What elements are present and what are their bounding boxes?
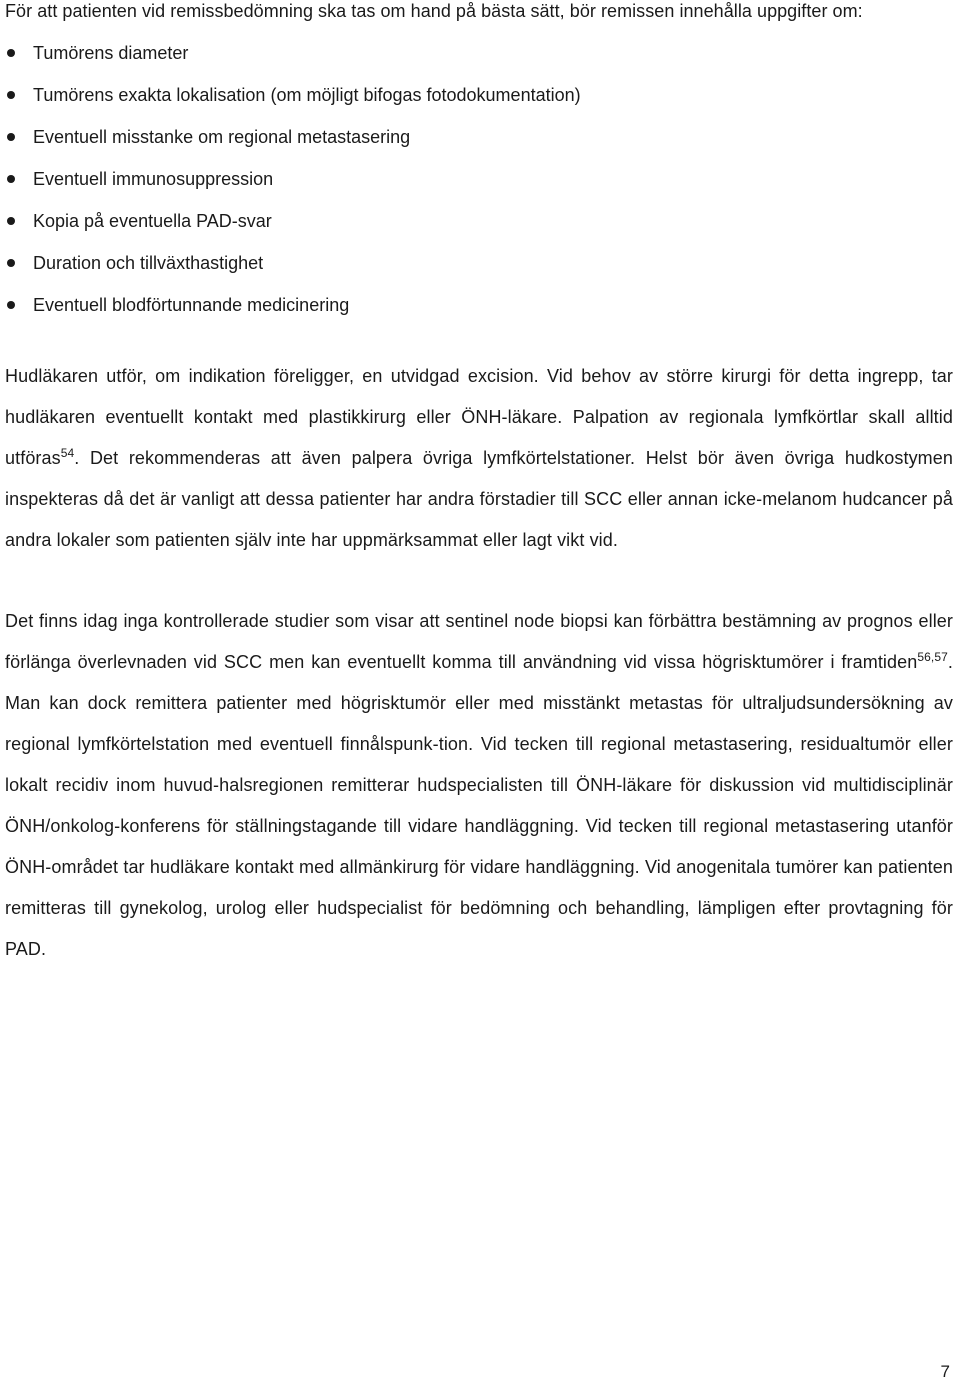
list-item (5, 284, 953, 326)
list-item-text: Eventuell blodförtunnande medicinering (33, 295, 350, 315)
page-number: 7 (940, 1362, 950, 1381)
referral-requirements-list (5, 32, 953, 326)
list-item-text: Tumörens exakta lokalisation (om möjligt bifogas fotodokumentation) (33, 85, 581, 105)
document-page (5, 0, 953, 970)
paragraph-sentinel-node (5, 601, 953, 970)
bullet-icon (7, 217, 15, 225)
list-item (5, 200, 953, 242)
list-item-text: Kopia på eventuella PAD-svar (33, 211, 272, 231)
bullet-icon (7, 49, 15, 57)
bullet-icon (7, 175, 15, 183)
bullet-icon (7, 91, 15, 99)
paragraph-text: Hudläkaren utför, om indikation föreligger, en utvidgad excision. Vid behov av större kirurgi för detta ingrepp, tar hudläkaren eventuellt kontakt med plastikkirurg eller ÖNH-läkare. Palpation av regionala lymfkörtlar skall alltid utföras (5, 366, 953, 468)
list-item (5, 158, 953, 200)
list-item (5, 32, 953, 74)
paragraph-text: Det finns idag inga kontrollerade studier som visar att sentinel node biopsi kan förbättra bestämning av prognos eller förlänga överlevnaden vid SCC men kan eventuellt komma till användning vid vissa högrisktumörer i framtiden (5, 611, 953, 672)
list-item-text: Eventuell misstanke om regional metastasering (33, 127, 411, 147)
paragraph-excision (5, 356, 953, 561)
bullet-icon (7, 133, 15, 141)
reference-superscript: 54 (60, 446, 75, 460)
list-item (5, 116, 953, 158)
paragraph-text: . Man kan dock remittera patienter med högrisktumör eller med misstänkt metastas för ultraljudsundersökning av regional lymfkörtelstation med eventuell finnålspunk-tion. Vid tecken till regional metastasering, residualtumör eller lokalt recidiv inom huvud-halsregionen remitterar hudspecialisten till ÖNH-läkare för diskussion vid multidisciplinär ÖNH/onkolog-konferens för ställningstagande till vidare handläggning. Vid tecken till regional metastasering utanför ÖNH-området tar hudläkare kontakt med allmänkirurg för vidare handläggning. Vid anogenitala tumörer kan patienten remitteras till gynekolog, urolog eller hudspecialist för bedömning och behandling, lämpligen efter provtagning för PAD. (5, 652, 953, 959)
list-item-text: Eventuell immunosuppression (33, 169, 274, 189)
bullet-icon (7, 259, 15, 267)
list-item (5, 74, 953, 116)
bullet-icon (7, 301, 15, 309)
reference-superscript: 56,57 (917, 650, 948, 664)
list-item-text: Tumörens diameter (33, 43, 189, 63)
list-item (5, 242, 953, 284)
intro-text: För att patienten vid remissbedömning ska tas om hand på bästa sätt, bör remissen innehålla uppgifter om: (5, 1, 863, 21)
list-item-text: Duration och tillväxthastighet (33, 253, 264, 273)
paragraph-text: . Det rekommenderas att även palpera övriga lymfkörtelstationer. Helst bör även övriga hudkostymen inspekteras då det är vanligt att dessa patienter har andra förstadier till SCC eller annan icke-melanom hudcancer på andra lokaler som patienten själv inte har uppmärksammat eller lagt vikt vid. (5, 448, 953, 550)
